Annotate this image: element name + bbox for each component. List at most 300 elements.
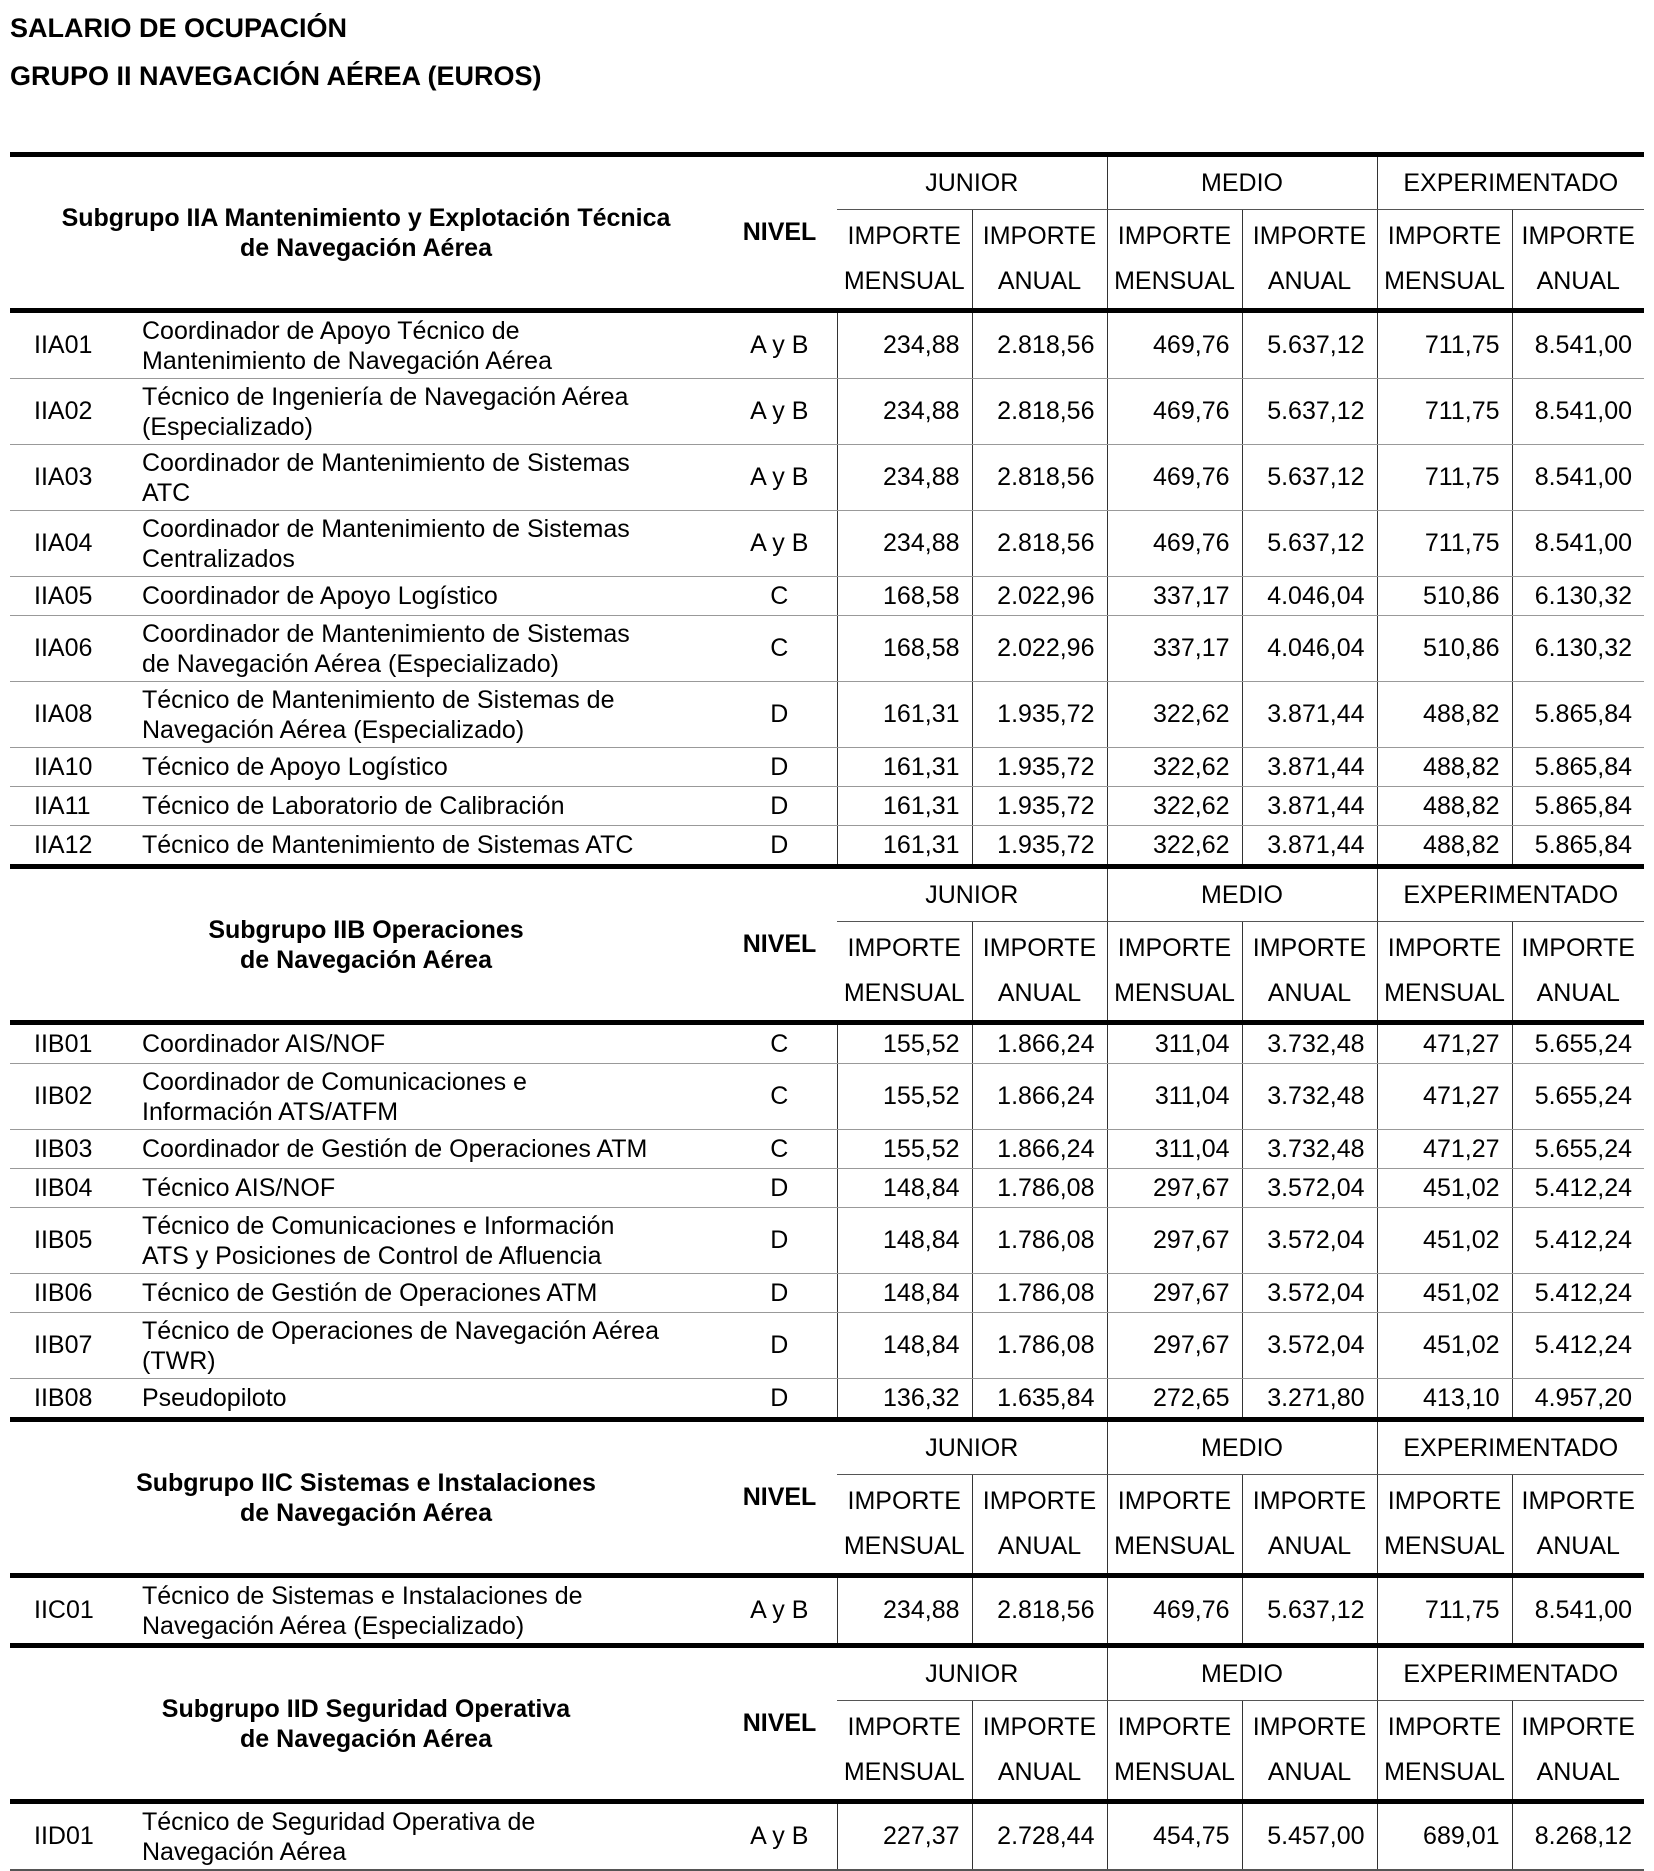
experimentado-mensual-value: 488,82 [1377,682,1512,748]
table-row [10,1208,1644,1274]
junior-mensual-value: 227,37 [837,1802,972,1871]
medio-mensual-value: 272,65 [1107,1379,1242,1420]
occupation-description [142,1576,722,1646]
description-line: Navegación Aérea (Especializado) [142,1611,525,1640]
anual-label: ANUAL [997,1758,1082,1786]
junior-anual-value: 2.728,44 [972,1802,1107,1871]
experimentado-anual-value: 5.655,24 [1512,1130,1644,1169]
junior-mensual-value: 148,84 [837,1313,972,1379]
junior-mensual-value: 155,52 [837,1064,972,1130]
anual-label: ANUAL [997,979,1082,1007]
junior-anual-value: 2.022,96 [972,577,1107,616]
experimentado-anual-value: 5.412,24 [1512,1274,1644,1313]
anual-label: ANUAL [1536,267,1620,295]
experimentado-anual-value: 8.541,00 [1512,311,1644,379]
description-line: Técnico de Sistemas e Instalaciones de [142,1581,583,1610]
description-line: Técnico de Seguridad Operativa de [142,1807,536,1836]
table-row [10,1169,1644,1208]
junior-mensual-value: 155,52 [837,1023,972,1064]
importe-anual-header [972,1701,1107,1802]
experimentado-mensual-value: 451,02 [1377,1208,1512,1274]
importe-anual-header [1242,1475,1377,1576]
medio-mensual-value: 297,67 [1107,1313,1242,1379]
table-row [10,748,1644,787]
occupation-description [142,445,722,511]
band-header-medio: MEDIO [1107,867,1377,922]
salary-table [10,152,1644,1871]
nivel-value: D [722,682,837,748]
occupation-code: IIB08 [34,1383,93,1412]
occupation-code: IIA08 [10,682,142,748]
mensual-label: MENSUAL [843,1758,965,1786]
occupation-description [142,1064,722,1130]
anual-label: ANUAL [1267,1758,1352,1786]
experimentado-anual-value: 6.130,32 [1512,616,1644,682]
table-row [10,1023,1644,1064]
experimentado-anual-value: 8.541,00 [1512,445,1644,511]
occupation-code: IIA12 [34,830,93,859]
junior-mensual-value: 161,31 [837,787,972,826]
occupation-code: IIB06 [10,1274,142,1313]
mensual-label: MENSUAL [1384,1532,1505,1560]
junior-mensual-value: 148,84 [837,1274,972,1313]
experimentado-anual-value: 8.541,00 [1512,379,1644,445]
importe-label: IMPORTE [1521,222,1635,250]
importe-anual-header [972,1475,1107,1576]
importe-mensual-header [1107,210,1242,311]
junior-anual-value: 1.866,24 [972,1130,1107,1169]
description-line: Coordinador de Apoyo Técnico de [142,316,520,345]
nivel-value: A y B [722,511,837,577]
band-header-junior: JUNIOR [837,1646,1107,1701]
junior-anual-value: 1.786,08 [972,1313,1107,1379]
medio-mensual-value: 322,62 [1107,826,1242,867]
table-row [10,1313,1644,1379]
medio-mensual-value: 322,62 [1107,748,1242,787]
table-row [10,1576,1644,1646]
medio-mensual-value: 311,04 [1107,1064,1242,1130]
junior-anual-value: 2.818,56 [972,1576,1107,1646]
anual-label: ANUAL [1267,979,1352,1007]
importe-mensual-header [1377,922,1512,1023]
medio-anual-value: 3.572,04 [1242,1274,1377,1313]
junior-mensual-value: 234,88 [837,1576,972,1646]
experimentado-anual-value: 5.865,84 [1512,787,1644,826]
table-row [10,1064,1644,1130]
anual-label: ANUAL [1536,1758,1620,1786]
occupation-description [142,1130,722,1169]
experimentado-mensual-value: 488,82 [1377,787,1512,826]
subgroup-header-row [10,1646,1644,1701]
subgroup-title-line2: de Navegación Aérea [240,233,492,262]
mensual-label: MENSUAL [1384,979,1505,1007]
importe-anual-header [972,210,1107,311]
occupation-code: IIC01 [10,1576,142,1646]
mensual-label: MENSUAL [1384,1758,1505,1786]
table-row [10,445,1644,511]
experimentado-anual-value: 5.412,24 [1512,1313,1644,1379]
importe-anual-header [1512,1701,1644,1802]
experimentado-mensual-value: 689,01 [1377,1802,1512,1871]
medio-anual-value: 3.732,48 [1242,1130,1377,1169]
description-line: Técnico de Mantenimiento de Sistemas de [142,685,615,714]
subgroup-title [10,1646,722,1802]
subgroup-header-row [10,155,1644,210]
band-header-junior: JUNIOR [837,867,1107,922]
importe-label: IMPORTE [1252,934,1367,962]
table-row [10,1379,1644,1420]
description-line: (TWR) [142,1346,216,1375]
importe-label: IMPORTE [1252,1713,1367,1741]
description-line: Técnico de Gestión de Operaciones ATM [142,1279,598,1307]
importe-anual-header [1512,210,1644,311]
band-header-junior: JUNIOR [837,155,1107,210]
importe-anual-header [1512,1475,1644,1576]
importe-label: IMPORTE [1117,1487,1232,1515]
junior-mensual-value: 161,31 [837,826,972,867]
importe-label: IMPORTE [1252,222,1367,250]
occupation-code: IIB04 [10,1169,142,1208]
experimentado-mensual-value: 471,27 [1377,1130,1512,1169]
nivel-value: D [722,1313,837,1379]
experimentado-anual-value: 5.655,24 [1512,1064,1644,1130]
medio-mensual-value: 297,67 [1107,1169,1242,1208]
table-row [10,1274,1644,1313]
experimentado-mensual-value: 413,10 [1377,1379,1512,1420]
importe-label: IMPORTE [1117,934,1232,962]
junior-mensual-value: 136,32 [837,1379,972,1420]
experimentado-mensual-value: 510,86 [1377,616,1512,682]
importe-mensual-header [1377,1701,1512,1802]
importe-mensual-header [837,922,972,1023]
mensual-label: MENSUAL [843,979,965,1007]
description-line: Coordinador de Mantenimiento de Sistemas [142,514,630,543]
medio-anual-value: 3.732,48 [1242,1064,1377,1130]
occupation-description [142,1802,722,1871]
importe-mensual-header [1107,1475,1242,1576]
importe-label: IMPORTE [982,1713,1097,1741]
mensual-label: MENSUAL [843,267,965,295]
description-line: Navegación Aérea (Especializado) [142,715,525,744]
nivel-header: NIVEL [722,1646,837,1802]
experimentado-anual-value: 5.412,24 [1512,1169,1644,1208]
subgroup-title-line1: Subgrupo IIC Sistemas e Instalaciones [136,1468,596,1497]
importe-label: IMPORTE [1117,1713,1232,1741]
nivel-header: NIVEL [722,155,837,311]
nivel-value: C [722,577,837,616]
occupation-code: IID01 [10,1802,142,1871]
subgroup-header-row [10,1420,1644,1475]
description-line: Coordinador AIS/NOF [142,1030,386,1058]
description-line: Coordinador de Comunicaciones e [142,1067,527,1096]
medio-mensual-value: 469,76 [1107,511,1242,577]
occupation-description [142,1169,722,1208]
occupation-code: IIB05 [10,1208,142,1274]
junior-anual-value: 1.866,24 [972,1064,1107,1130]
junior-anual-value: 2.818,56 [972,311,1107,379]
description-line: Información ATS/ATFM [142,1097,399,1126]
description-line: Coordinador de Gestión de Operaciones ATM [142,1135,648,1163]
description-line: Coordinador de Apoyo Logístico [142,582,498,610]
junior-mensual-value: 234,88 [837,511,972,577]
junior-anual-value: 1.935,72 [972,787,1107,826]
table-row [10,379,1644,445]
medio-anual-value: 5.637,12 [1242,1576,1377,1646]
medio-mensual-value: 469,76 [1107,379,1242,445]
importe-mensual-header [1107,922,1242,1023]
medio-anual-value: 3.871,44 [1242,826,1377,867]
table-row [10,1130,1644,1169]
band-header-medio: MEDIO [1107,1646,1377,1701]
nivel-value: C [722,1023,837,1064]
description-line: Técnico AIS/NOF [142,1174,336,1202]
table-row [10,826,1644,867]
band-header-experimentado: EXPERIMENTADO [1377,155,1644,210]
anual-label: ANUAL [1267,1532,1352,1560]
junior-mensual-value: 168,58 [837,577,972,616]
experimentado-mensual-value: 711,75 [1377,379,1512,445]
table-row [10,1802,1644,1871]
importe-label: IMPORTE [1521,934,1635,962]
nivel-value: C [722,616,837,682]
table-row [10,577,1644,616]
table-row [10,311,1644,379]
subgroup-header-row [10,867,1644,922]
experimentado-mensual-value: 488,82 [1377,826,1512,867]
description-line: Mantenimiento de Navegación Aérea [142,346,552,375]
importe-anual-header [1512,922,1644,1023]
junior-mensual-value: 155,52 [837,1130,972,1169]
occupation-code: IIA02 [10,379,142,445]
subgroup-title [10,1420,722,1576]
occupation-description [142,311,722,379]
medio-anual-value: 3.871,44 [1242,682,1377,748]
occupation-description [142,616,722,682]
anual-label: ANUAL [997,267,1082,295]
description-line: ATS y Posiciones de Control de Afluencia [142,1241,602,1270]
junior-anual-value: 2.022,96 [972,616,1107,682]
table-row [10,682,1644,748]
junior-mensual-value: 234,88 [837,445,972,511]
experimentado-mensual-value: 510,86 [1377,577,1512,616]
mensual-label: MENSUAL [1114,979,1235,1007]
medio-anual-value: 3.572,04 [1242,1208,1377,1274]
medio-anual-value: 5.637,12 [1242,511,1377,577]
importe-anual-header [972,922,1107,1023]
medio-mensual-value: 469,76 [1107,311,1242,379]
junior-mensual-value: 148,84 [837,1208,972,1274]
occupation-code: IIB01 [10,1023,142,1064]
nivel-value: A y B [722,311,837,379]
importe-anual-header [1242,1701,1377,1802]
medio-anual-value: 4.046,04 [1242,616,1377,682]
occupation-code: IIA03 [10,445,142,511]
junior-anual-value: 1.935,72 [972,826,1107,867]
nivel-value: A y B [722,1802,837,1871]
nivel-header: NIVEL [722,1420,837,1576]
junior-anual-value: 1.786,08 [972,1208,1107,1274]
importe-label: IMPORTE [847,934,961,962]
medio-anual-value: 3.572,04 [1242,1313,1377,1379]
band-header-junior: JUNIOR [837,1420,1107,1475]
importe-mensual-header [837,1701,972,1802]
subgroup-title-line2: de Navegación Aérea [240,1498,492,1527]
medio-mensual-value: 311,04 [1107,1023,1242,1064]
band-header-experimentado: EXPERIMENTADO [1377,1646,1644,1701]
junior-anual-value: 1.866,24 [972,1023,1107,1064]
occupation-code: IIA10 [10,748,142,787]
junior-anual-value: 1.786,08 [972,1274,1107,1313]
nivel-value: C [722,1130,837,1169]
description-line: Coordinador de Mantenimiento de Sistemas [142,448,630,477]
experimentado-mensual-value: 471,27 [1377,1064,1512,1130]
occupation-code: IIB07 [10,1313,142,1379]
importe-mensual-header [1377,210,1512,311]
importe-label: IMPORTE [1521,1487,1635,1515]
mensual-label: MENSUAL [843,1532,965,1560]
importe-label: IMPORTE [1387,934,1502,962]
occupation-description [142,826,722,867]
importe-label: IMPORTE [847,1713,961,1741]
occupation-description [142,1379,722,1420]
band-header-experimentado: EXPERIMENTADO [1377,867,1644,922]
medio-mensual-value: 297,67 [1107,1208,1242,1274]
medio-mensual-value: 469,76 [1107,1576,1242,1646]
occupation-description [142,682,722,748]
importe-label: IMPORTE [1117,222,1232,250]
medio-mensual-value: 454,75 [1107,1802,1242,1871]
anual-label: ANUAL [997,1532,1082,1560]
nivel-value: A y B [722,379,837,445]
importe-label: IMPORTE [1387,222,1502,250]
medio-anual-value: 3.572,04 [1242,1169,1377,1208]
occupation-description [142,577,722,616]
junior-mensual-value: 234,88 [837,311,972,379]
experimentado-anual-value: 5.412,24 [1512,1208,1644,1274]
experimentado-anual-value: 8.541,00 [1512,511,1644,577]
medio-anual-value: 5.637,12 [1242,311,1377,379]
subgroup-title-line2: de Navegación Aérea [240,1724,492,1753]
description-line: de Navegación Aérea (Especializado) [142,649,559,678]
document-subtitle: GRUPO II NAVEGACIÓN AÉREA (EUROS) [10,61,542,91]
experimentado-mensual-value: 711,75 [1377,1576,1512,1646]
medio-anual-value: 5.637,12 [1242,445,1377,511]
medio-anual-value: 3.732,48 [1242,1023,1377,1064]
nivel-value: A y B [722,445,837,511]
experimentado-anual-value: 8.268,12 [1512,1802,1644,1871]
nivel-value: D [722,1274,837,1313]
description-line: ATC [142,478,191,507]
description-line: (Especializado) [142,412,313,441]
subgroup-title [10,155,722,311]
junior-mensual-value: 234,88 [837,379,972,445]
experimentado-anual-value: 5.865,84 [1512,682,1644,748]
occupation-description [142,1023,722,1064]
junior-anual-value: 1.935,72 [972,682,1107,748]
subgroup-title-line2: de Navegación Aérea [240,945,492,974]
occupation-code: IIB02 [10,1064,142,1130]
junior-anual-value: 1.935,72 [972,748,1107,787]
nivel-value: D [722,748,837,787]
occupation-description [142,1313,722,1379]
experimentado-mensual-value: 451,02 [1377,1313,1512,1379]
occupation-description [142,379,722,445]
importe-label: IMPORTE [982,934,1097,962]
description-line: Técnico de Mantenimiento de Sistemas ATC [142,831,634,859]
subgroup-title-line1: Subgrupo IIA Mantenimiento y Explotación Técnica [61,203,671,232]
table-row [10,616,1644,682]
junior-mensual-value: 161,31 [837,748,972,787]
junior-anual-value: 2.818,56 [972,511,1107,577]
description-line: Navegación Aérea [142,1837,347,1866]
junior-mensual-value: 168,58 [837,616,972,682]
description-line: Pseudopiloto [142,1384,287,1412]
band-header-medio: MEDIO [1107,1420,1377,1475]
mensual-label: MENSUAL [1384,267,1505,295]
subgroup-title-line1: Subgrupo IIB Operaciones [208,915,524,944]
description-line: Técnico de Operaciones de Navegación Aérea [142,1316,659,1345]
medio-anual-value: 3.871,44 [1242,787,1377,826]
medio-mensual-value: 337,17 [1107,616,1242,682]
description-line: Coordinador de Mantenimiento de Sistemas [142,619,630,648]
importe-label: IMPORTE [982,222,1097,250]
junior-anual-value: 1.635,84 [972,1379,1107,1420]
medio-anual-value: 5.637,12 [1242,379,1377,445]
medio-mensual-value: 469,76 [1107,445,1242,511]
importe-label: IMPORTE [1387,1487,1502,1515]
junior-anual-value: 2.818,56 [972,379,1107,445]
nivel-value: A y B [722,1576,837,1646]
importe-mensual-header [1377,1475,1512,1576]
experimentado-anual-value: 4.957,20 [1512,1379,1644,1420]
medio-mensual-value: 322,62 [1107,682,1242,748]
nivel-value: D [722,1169,837,1208]
experimentado-anual-value: 8.541,00 [1512,1576,1644,1646]
mensual-label: MENSUAL [1114,1532,1235,1560]
occupation-code: IIB03 [10,1130,142,1169]
importe-anual-header [1242,922,1377,1023]
description-line: Técnico de Comunicaciones e Información [142,1211,615,1240]
nivel-value: D [722,1208,837,1274]
occupation-code: IIA01 [10,311,142,379]
band-header-experimentado: EXPERIMENTADO [1377,1420,1644,1475]
occupation-description [142,1208,722,1274]
experimentado-anual-value: 5.865,84 [1512,826,1644,867]
medio-anual-value: 3.271,80 [1242,1379,1377,1420]
band-header-medio: MEDIO [1107,155,1377,210]
medio-mensual-value: 297,67 [1107,1274,1242,1313]
experimentado-mensual-value: 488,82 [1377,748,1512,787]
junior-anual-value: 2.818,56 [972,445,1107,511]
medio-anual-value: 4.046,04 [1242,577,1377,616]
experimentado-mensual-value: 471,27 [1377,1023,1512,1064]
subgroup-title-line1: Subgrupo IID Seguridad Operativa [161,1694,571,1723]
occupation-description [142,748,722,787]
experimentado-mensual-value: 711,75 [1377,445,1512,511]
medio-mensual-value: 311,04 [1107,1130,1242,1169]
medio-mensual-value: 322,62 [1107,787,1242,826]
occupation-code: IIA11 [10,787,142,826]
experimentado-mensual-value: 711,75 [1377,511,1512,577]
importe-mensual-header [837,1475,972,1576]
document-title: SALARIO DE OCUPACIÓN [10,13,348,43]
experimentado-mensual-value: 451,02 [1377,1169,1512,1208]
importe-mensual-header [1107,1701,1242,1802]
anual-label: ANUAL [1267,267,1352,295]
nivel-value: C [722,1064,837,1130]
experimentado-anual-value: 5.655,24 [1512,1023,1644,1064]
mensual-label: MENSUAL [1114,1758,1235,1786]
